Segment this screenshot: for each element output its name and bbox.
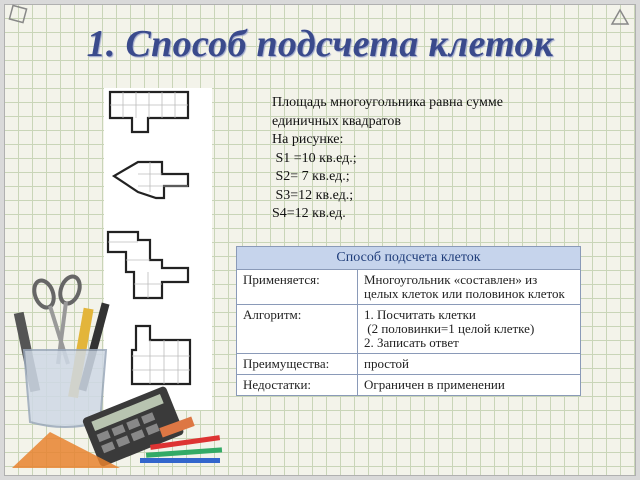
method-table [236, 246, 581, 396]
description-text [272, 94, 572, 224]
row-value [358, 375, 581, 396]
row-value [358, 354, 581, 375]
table-row [237, 375, 581, 396]
description-line: единичных квадратов [272, 113, 402, 129]
polygon-s2-icon [114, 162, 188, 198]
row-value [358, 305, 581, 354]
description-line: S1 =10 кв.ед.; [272, 150, 357, 166]
row-value-line: Ограничен в применении [364, 377, 505, 392]
row-value-line: 2. Записать ответ [364, 335, 459, 350]
description-line: S3=12 кв.ед.; [272, 187, 354, 203]
description-line: На рисунке: [272, 132, 344, 147]
row-label: Преимущества: [237, 354, 358, 375]
description-line: S4=12 кв.ед. [272, 206, 346, 221]
row-value-line: Многоугольник «составлен» из целых клеток или половинок клеток [364, 272, 565, 301]
polygon-s1-icon [110, 92, 188, 132]
stationery-cup-icon [10, 272, 230, 472]
row-value-line: 1. Посчитать клетки [364, 307, 476, 322]
description-line: Площадь многоугольника равна сумме [272, 95, 503, 110]
description-line: S2= 7 кв.ед.; [272, 169, 350, 184]
page-title: 1. Способ подсчета клеток [86, 23, 554, 65]
table-row [237, 354, 581, 375]
table-row [237, 270, 581, 305]
row-value-line: (2 половинки=1 целой клетке) [364, 321, 535, 336]
row-value-line: простой [364, 356, 410, 371]
table-header: Способ подсчета клеток [237, 247, 581, 270]
row-value [358, 270, 581, 305]
row-label: Алгоритм: [237, 305, 358, 354]
row-label: Недостатки: [237, 375, 358, 396]
table-row [237, 305, 581, 354]
row-label: Применяется: [237, 270, 358, 305]
